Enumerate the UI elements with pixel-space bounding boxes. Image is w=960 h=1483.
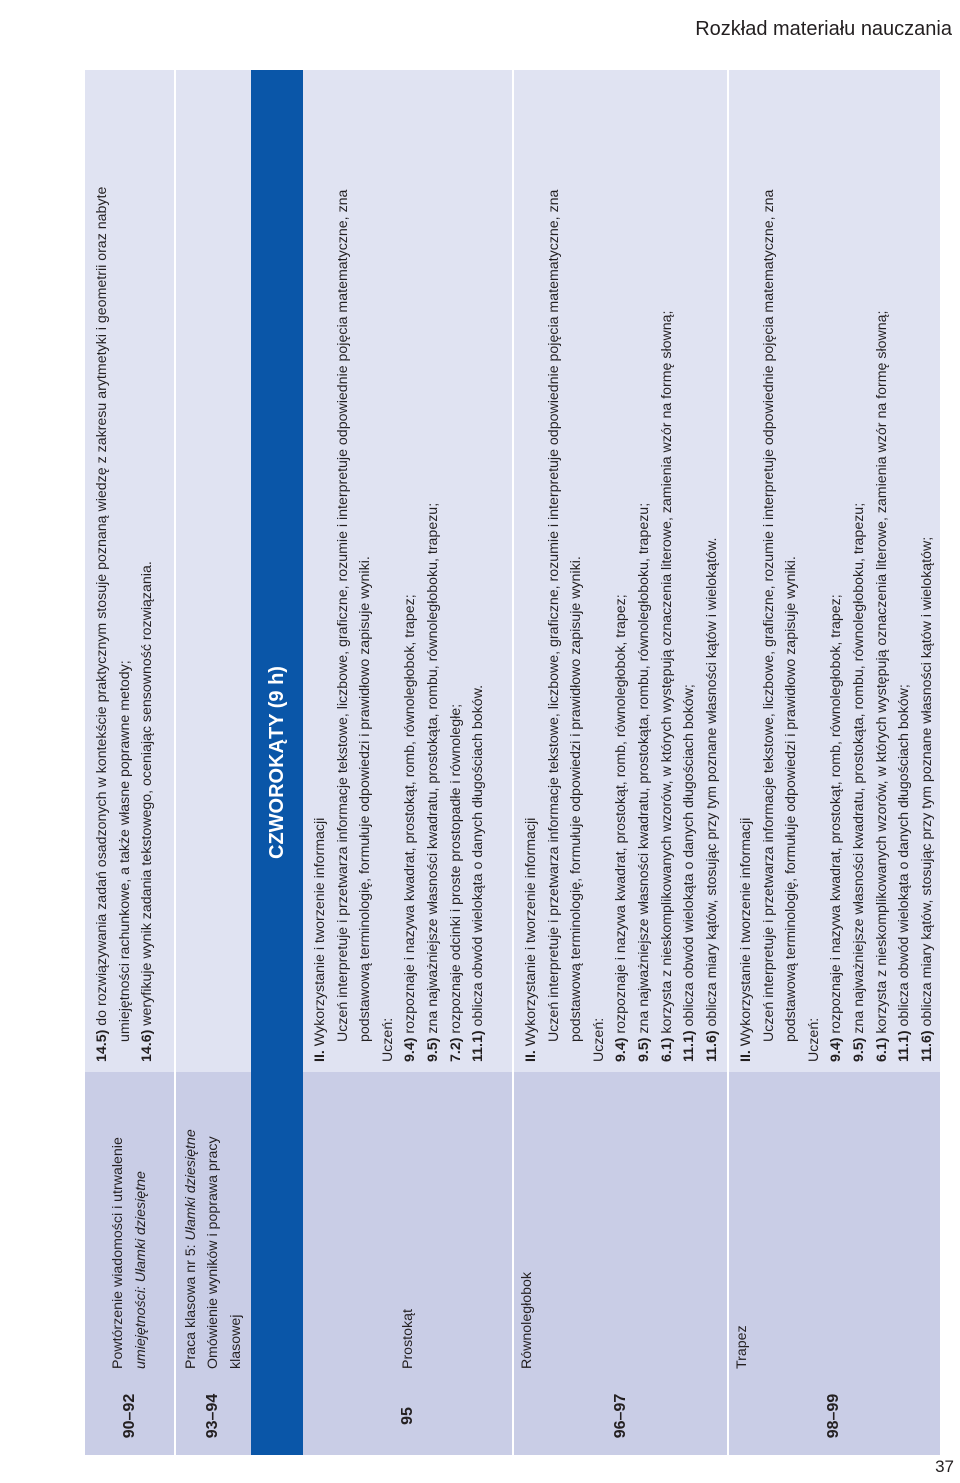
- content-line: II. Wykorzystanie i tworzenie informacji: [523, 817, 539, 1062]
- lesson-content: [303, 70, 513, 1072]
- topic-line: Praca klasowa nr 5: Ułamki dziesiętne: [182, 1129, 199, 1369]
- content-line: podstawową terminologię, formułuje odpowiedzi i prawidłowo zapisuje wyniki.: [783, 556, 800, 1042]
- table-row: [176, 70, 251, 1455]
- content-line: II. Wykorzystanie i tworzenie informacji: [312, 817, 328, 1062]
- content-line: II. Wykorzystanie i tworzenie informacji: [738, 817, 754, 1062]
- table-row: [303, 70, 513, 1455]
- content-line: 9.4) rozpoznaje i nazywa kwadrat, prostokąt, romb, równoległobok, trapez;: [613, 594, 630, 1062]
- content-line: Uczeń interpretuje i przetwarza informacje tekstowe, liczbowe, graficzne, rozumie i interpretuje odpowiednie pojęcia matematyczne, zna: [760, 189, 777, 1042]
- topic-line: Prostokąt: [399, 1309, 416, 1369]
- topic-line: Trapez: [734, 1325, 750, 1369]
- content-line: 7.2) rozpoznaje odcinki i proste prostopadłe i równoległe;: [447, 703, 464, 1062]
- section-banner: CZWOROKĄTY (9 h): [251, 70, 303, 1455]
- content-line: 9.5) zna najważniejsze własności kwadratu, prostokąta, rombu, równoległoboku, trapezu;: [635, 502, 652, 1062]
- page-number: 37: [935, 1457, 954, 1476]
- lesson-topic: [729, 1072, 940, 1377]
- lesson-number: 96–97: [514, 1377, 728, 1455]
- content-line: Uczeń:: [590, 1017, 607, 1062]
- lesson-number: 90–92: [85, 1377, 175, 1455]
- table-row: [514, 70, 728, 1455]
- lesson-content: [176, 70, 251, 1072]
- content-line: 11.6) oblicza miary kątów, stosując przy tym poznane własności kątów i wielokątów.: [703, 537, 720, 1062]
- lesson-topic: [176, 1072, 251, 1377]
- lesson-number: 95: [303, 1377, 513, 1455]
- topic-line: Powtórzenie wiadomości i utrwalenie: [110, 1137, 127, 1369]
- content-line: 6.1) korzysta z nieskomplikowanych wzorów, w których występują oznaczenia literowe, zamienia wzór na formę słowną;: [658, 310, 675, 1062]
- lesson-content: [514, 70, 728, 1072]
- content-line: podstawową terminologię, formułuje odpowiedzi i prawidłowo zapisuje wyniki.: [568, 556, 585, 1042]
- content-line: 14.5) do rozwiązywania zadań osadzonych w kontekście praktycznym stosuje poznaną wiedzę z zakresu arytmetyki i geometrii oraz nabyte: [94, 186, 110, 1062]
- content-line: umiejętności rachunkowe, a także własne poprawne metody;: [116, 660, 133, 1042]
- content-line: Uczeń interpretuje i przetwarza informacje tekstowe, liczbowe, graficzne, rozumie i interpretuje odpowiednie pojęcia matematyczne, zna: [334, 189, 351, 1042]
- content-line: 9.5) zna najważniejsze własności kwadratu, prostokąta, rombu, równoległoboku, trapezu;: [424, 502, 441, 1062]
- page-header-title: Rozkład materiału nauczania: [695, 18, 952, 40]
- topic-line: umiejętności: Ułamki dziesiętne: [133, 1171, 149, 1369]
- lesson-topic: [514, 1072, 728, 1377]
- lesson-content: [729, 70, 940, 1072]
- content-line: Uczeń:: [379, 1017, 396, 1062]
- lesson-content: [85, 70, 175, 1072]
- table-row: [85, 70, 175, 1455]
- lesson-number: 93–94: [176, 1377, 251, 1455]
- content-line: Uczeń interpretuje i przetwarza informacje tekstowe, liczbowe, graficzne, rozumie i interpretuje odpowiednie pojęcia matematyczne, zna: [545, 189, 562, 1042]
- content-line: 9.4) rozpoznaje i nazywa kwadrat, prostokąt, romb, równoległobok, trapez;: [402, 594, 419, 1062]
- content-line: podstawową terminologię, formułuje odpowiedzi i prawidłowo zapisuje wyniki.: [357, 556, 374, 1042]
- lesson-topic: [303, 1072, 513, 1377]
- curriculum-table: [85, 70, 940, 1455]
- table-row: [729, 70, 940, 1455]
- content-line: Uczeń:: [805, 1017, 822, 1062]
- content-line: 14.6) weryfikuje wynik zadania tekstowego, oceniając sensowność rozwiązania.: [139, 561, 156, 1062]
- content-line: 6.1) korzysta z nieskomplikowanych wzorów, w których występują oznaczenia literowe, zamienia wzór na formę słowną;: [873, 310, 890, 1062]
- content-line: 9.5) zna najważniejsze własności kwadratu, prostokąta, rombu, równoległoboku, trapezu;: [850, 502, 867, 1062]
- content-line: 11.6) oblicza miary kątów, stosując przy tym poznane własności kątów i wielokątów;: [918, 536, 935, 1062]
- content-line: 11.1) oblicza obwód wielokąta o danych długościach boków.: [470, 684, 487, 1062]
- topic-line: klasowej: [227, 1314, 244, 1369]
- lesson-topic: [85, 1072, 175, 1377]
- content-line: 9.4) rozpoznaje i nazywa kwadrat, prostokąt, romb, równoległobok, trapez;: [828, 594, 845, 1062]
- content-line: 11.1) oblicza obwód wielokąta o danych długościach boków;: [681, 684, 698, 1062]
- lesson-number: 98–99: [729, 1377, 940, 1455]
- topic-line: Równoległobok: [519, 1271, 535, 1369]
- content-line: 11.1) oblicza obwód wielokąta o danych długościach boków;: [896, 684, 913, 1062]
- topic-line: Omówienie wyników i poprawa pracy: [205, 1136, 222, 1369]
